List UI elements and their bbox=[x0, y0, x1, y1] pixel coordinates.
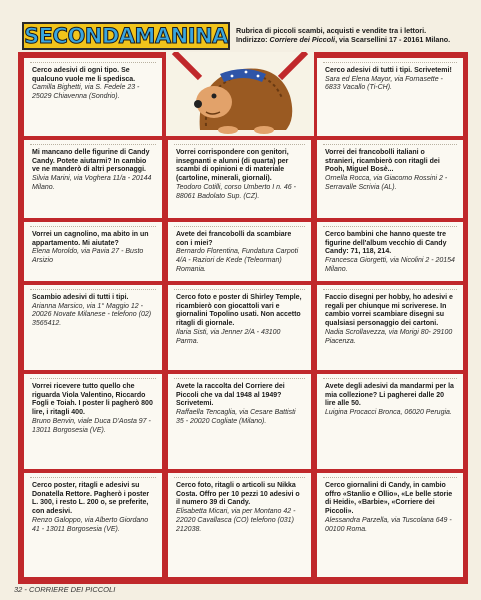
dotted-divider bbox=[323, 378, 457, 379]
ad-message: Cerco adesivi di tutti i tipi. Scrivetemi! bbox=[325, 67, 452, 74]
ad-contact: Sara ed Elena Mayor, via Fornasette - 6833 Vacallo (Ti-CH). bbox=[325, 75, 443, 92]
ad-contact: Nadia Scrollavezza, via Morigi 80- 29100 Piacenza. bbox=[325, 328, 453, 345]
dotted-divider bbox=[323, 477, 457, 478]
subtitle-prefix: Indirizzo: bbox=[236, 35, 270, 44]
ad-message: Avete dei francobolli da scambiare con i miei? bbox=[176, 231, 292, 247]
ad-message: Faccio disegni per hobby, ho adesivi e regali per chiunque mi scriverese. In cambio vorrei scambiare disegni su qualsiasi personaggio dei cartoni. bbox=[325, 294, 453, 328]
ad-contact: Elena Moroldo, via Pavia 27 - Busto Arsizio bbox=[32, 248, 144, 265]
ad-contact: Silvia Marini, via Voghera 11/a - 20144 Milano. bbox=[32, 175, 152, 191]
ad-message: Avete degli adesivi da mandarmi per la mia collezione? Li pagherei dalle 20 lire alle 50. bbox=[325, 383, 454, 408]
subtitle-address: , via Scarsellini 17 - 20161 Milano. bbox=[335, 35, 451, 44]
ad-card bbox=[24, 285, 162, 370]
ad-card bbox=[317, 473, 463, 577]
ad-contact: Luigina Procacci Bronca, 06020 Perugia. bbox=[325, 409, 452, 417]
ad-card bbox=[317, 222, 463, 281]
dotted-divider bbox=[30, 289, 156, 290]
ad-contact: Alessandra Parzella, via Tuscolana 649 - 00100 Roma. bbox=[325, 516, 452, 533]
ad-contact: Francesca Giorgetti, via Nicolini 2 - 20154 Milano. bbox=[325, 257, 455, 273]
ad-card bbox=[24, 140, 162, 218]
dotted-divider bbox=[323, 226, 457, 227]
ad-message: Scambio adesivi di tutti i tipi. bbox=[32, 294, 129, 301]
ad-card bbox=[168, 285, 311, 370]
dotted-divider bbox=[174, 477, 305, 478]
ad-message: Cerco foto, ritagli o articoli su Nikka Costa. Offro per 10 pezzi 10 adesivi o il numero 39 di Candy. bbox=[176, 482, 300, 507]
ad-message: Vorrei dei francobolli italiani o stranieri, ricambierò con ritagli dei Pooh, Miguel Bosè... bbox=[325, 149, 440, 174]
ad-contact: Arianna Marsico, via 1° Maggio 12 - 20026 Novate Milanese - telefono (02) 3565412. bbox=[32, 302, 152, 328]
ad-message: Cerco giornalini di Candy, in cambio offro «Stanlio e Ollio», «Le belle storie di Heidi», «Barbie», «Corriere dei Piccoli». bbox=[325, 482, 453, 516]
dotted-divider bbox=[174, 289, 305, 290]
subtitle-magazine: Corriere dei Piccoli bbox=[269, 35, 336, 44]
ad-contact: Bernardo Florentina, Fundatura Carpoti 4/A - Raziori de Kede (Teleorman) Romania. bbox=[176, 248, 299, 273]
dotted-divider bbox=[174, 378, 305, 379]
ad-card bbox=[317, 58, 463, 136]
ad-message: Cerco adesivi di ogni tipo. Se qualcuno vuole me li spedisca. bbox=[32, 67, 136, 83]
dotted-divider bbox=[323, 62, 457, 63]
dotted-divider bbox=[174, 144, 305, 145]
column-subtitle bbox=[236, 26, 476, 44]
dotted-divider bbox=[30, 477, 156, 478]
dotted-divider bbox=[30, 144, 156, 145]
ad-card bbox=[24, 222, 162, 281]
ad-contact: Ornella Rocca, via Giacomo Rossini 2 - Serravalle Scrivia (AL). bbox=[325, 175, 448, 191]
dotted-divider bbox=[174, 226, 305, 227]
ad-contact: Renzo Galoppo, via Alberto Giordano 41 - 13011 Borgosesia (VE). bbox=[32, 516, 149, 533]
ad-message: Cerco poster, ritagli e adesivi su Donatella Rettore. Pagherò i poster L. 300, i resto L. 200 o, se preferite, con adesivi. bbox=[32, 482, 150, 516]
ad-message: Vorrei un cagnolino, ma abito in un appartamento. Mi aiutate? bbox=[32, 231, 149, 247]
ad-card bbox=[317, 285, 463, 370]
ad-contact: Bruno Benvin, viale Duca D'Aosta 97 - 13011 Borgosesia (VE). bbox=[32, 417, 151, 434]
ad-message: Vorrei ricevere tutto quello che riguarda Viola Valentino, Riccardo Fogli e Toiah. I poster li pagherò 800 lire, i ritagli 400. bbox=[32, 383, 153, 417]
hedgehog-illustration bbox=[166, 52, 314, 136]
ad-card bbox=[168, 140, 311, 218]
logo-text: SECONDAMANINA bbox=[24, 24, 228, 48]
ad-card bbox=[317, 140, 463, 218]
ad-card bbox=[317, 374, 463, 469]
ad-contact: Ilaria Sisti, via Jenner 2/A - 43100 Parma. bbox=[176, 328, 281, 345]
ad-contact: Teodoro Cotilli, corso Umberto I n. 46 - 88061 Badolato Sup. (CZ). bbox=[176, 183, 296, 200]
ad-contact: Raffaella Tencaglia, via Cesare Battisti 35 - 20020 Cogliate (Milano). bbox=[176, 409, 296, 425]
page-footer: 32 - CORRIERE DEI PICCOLI bbox=[14, 585, 116, 594]
dotted-divider bbox=[323, 144, 457, 145]
ad-card bbox=[24, 374, 162, 469]
dotted-divider bbox=[323, 289, 457, 290]
subtitle-line1: Rubrica di piccoli scambi, acquisti e vendite tra i lettori. bbox=[236, 26, 427, 35]
ad-card bbox=[168, 374, 311, 469]
ad-contact: Elisabetta Micari, via per Montano 42 - 22020 Cavallasca (CO) telefono (031) 212038. bbox=[176, 508, 296, 533]
ad-card bbox=[168, 473, 311, 577]
ad-message: Mi mancano delle figurine di Candy Candy. Potete aiutarmi? In cambio ve ne manderò di altri personaggi. bbox=[32, 149, 150, 174]
ad-card bbox=[24, 58, 162, 136]
ad-message: Avete la raccolta del Corriere dei Piccoli che va dal 1948 al 1949? Scrivetemi. bbox=[176, 383, 285, 408]
ad-message: Vorrei corrispondere con genitori, insegnanti e alunni (di quarta) per scambi di opinioni e di materiale (cartoline, minerali, giornali). bbox=[176, 149, 289, 183]
ad-card bbox=[24, 473, 162, 577]
dotted-divider bbox=[30, 62, 156, 63]
ad-contact: Camilla Bighetti, via S. Fedele 23 - 25029 Chiavenna (Sondrio). bbox=[32, 84, 140, 101]
logo-banner bbox=[22, 22, 230, 50]
dotted-divider bbox=[30, 378, 156, 379]
ad-message: Cerco bambini che hanno queste tre figurine dell'album vecchio di Candy Candy: 71, 118, 214. bbox=[325, 231, 447, 256]
dotted-divider bbox=[30, 226, 156, 227]
ad-card bbox=[168, 222, 311, 281]
ad-message: Cerco foto e poster di Shirley Temple, ricambierò con giocattoli vari e giornalini Topolino usati. Non accetto ritagli di giornale. bbox=[176, 294, 302, 328]
